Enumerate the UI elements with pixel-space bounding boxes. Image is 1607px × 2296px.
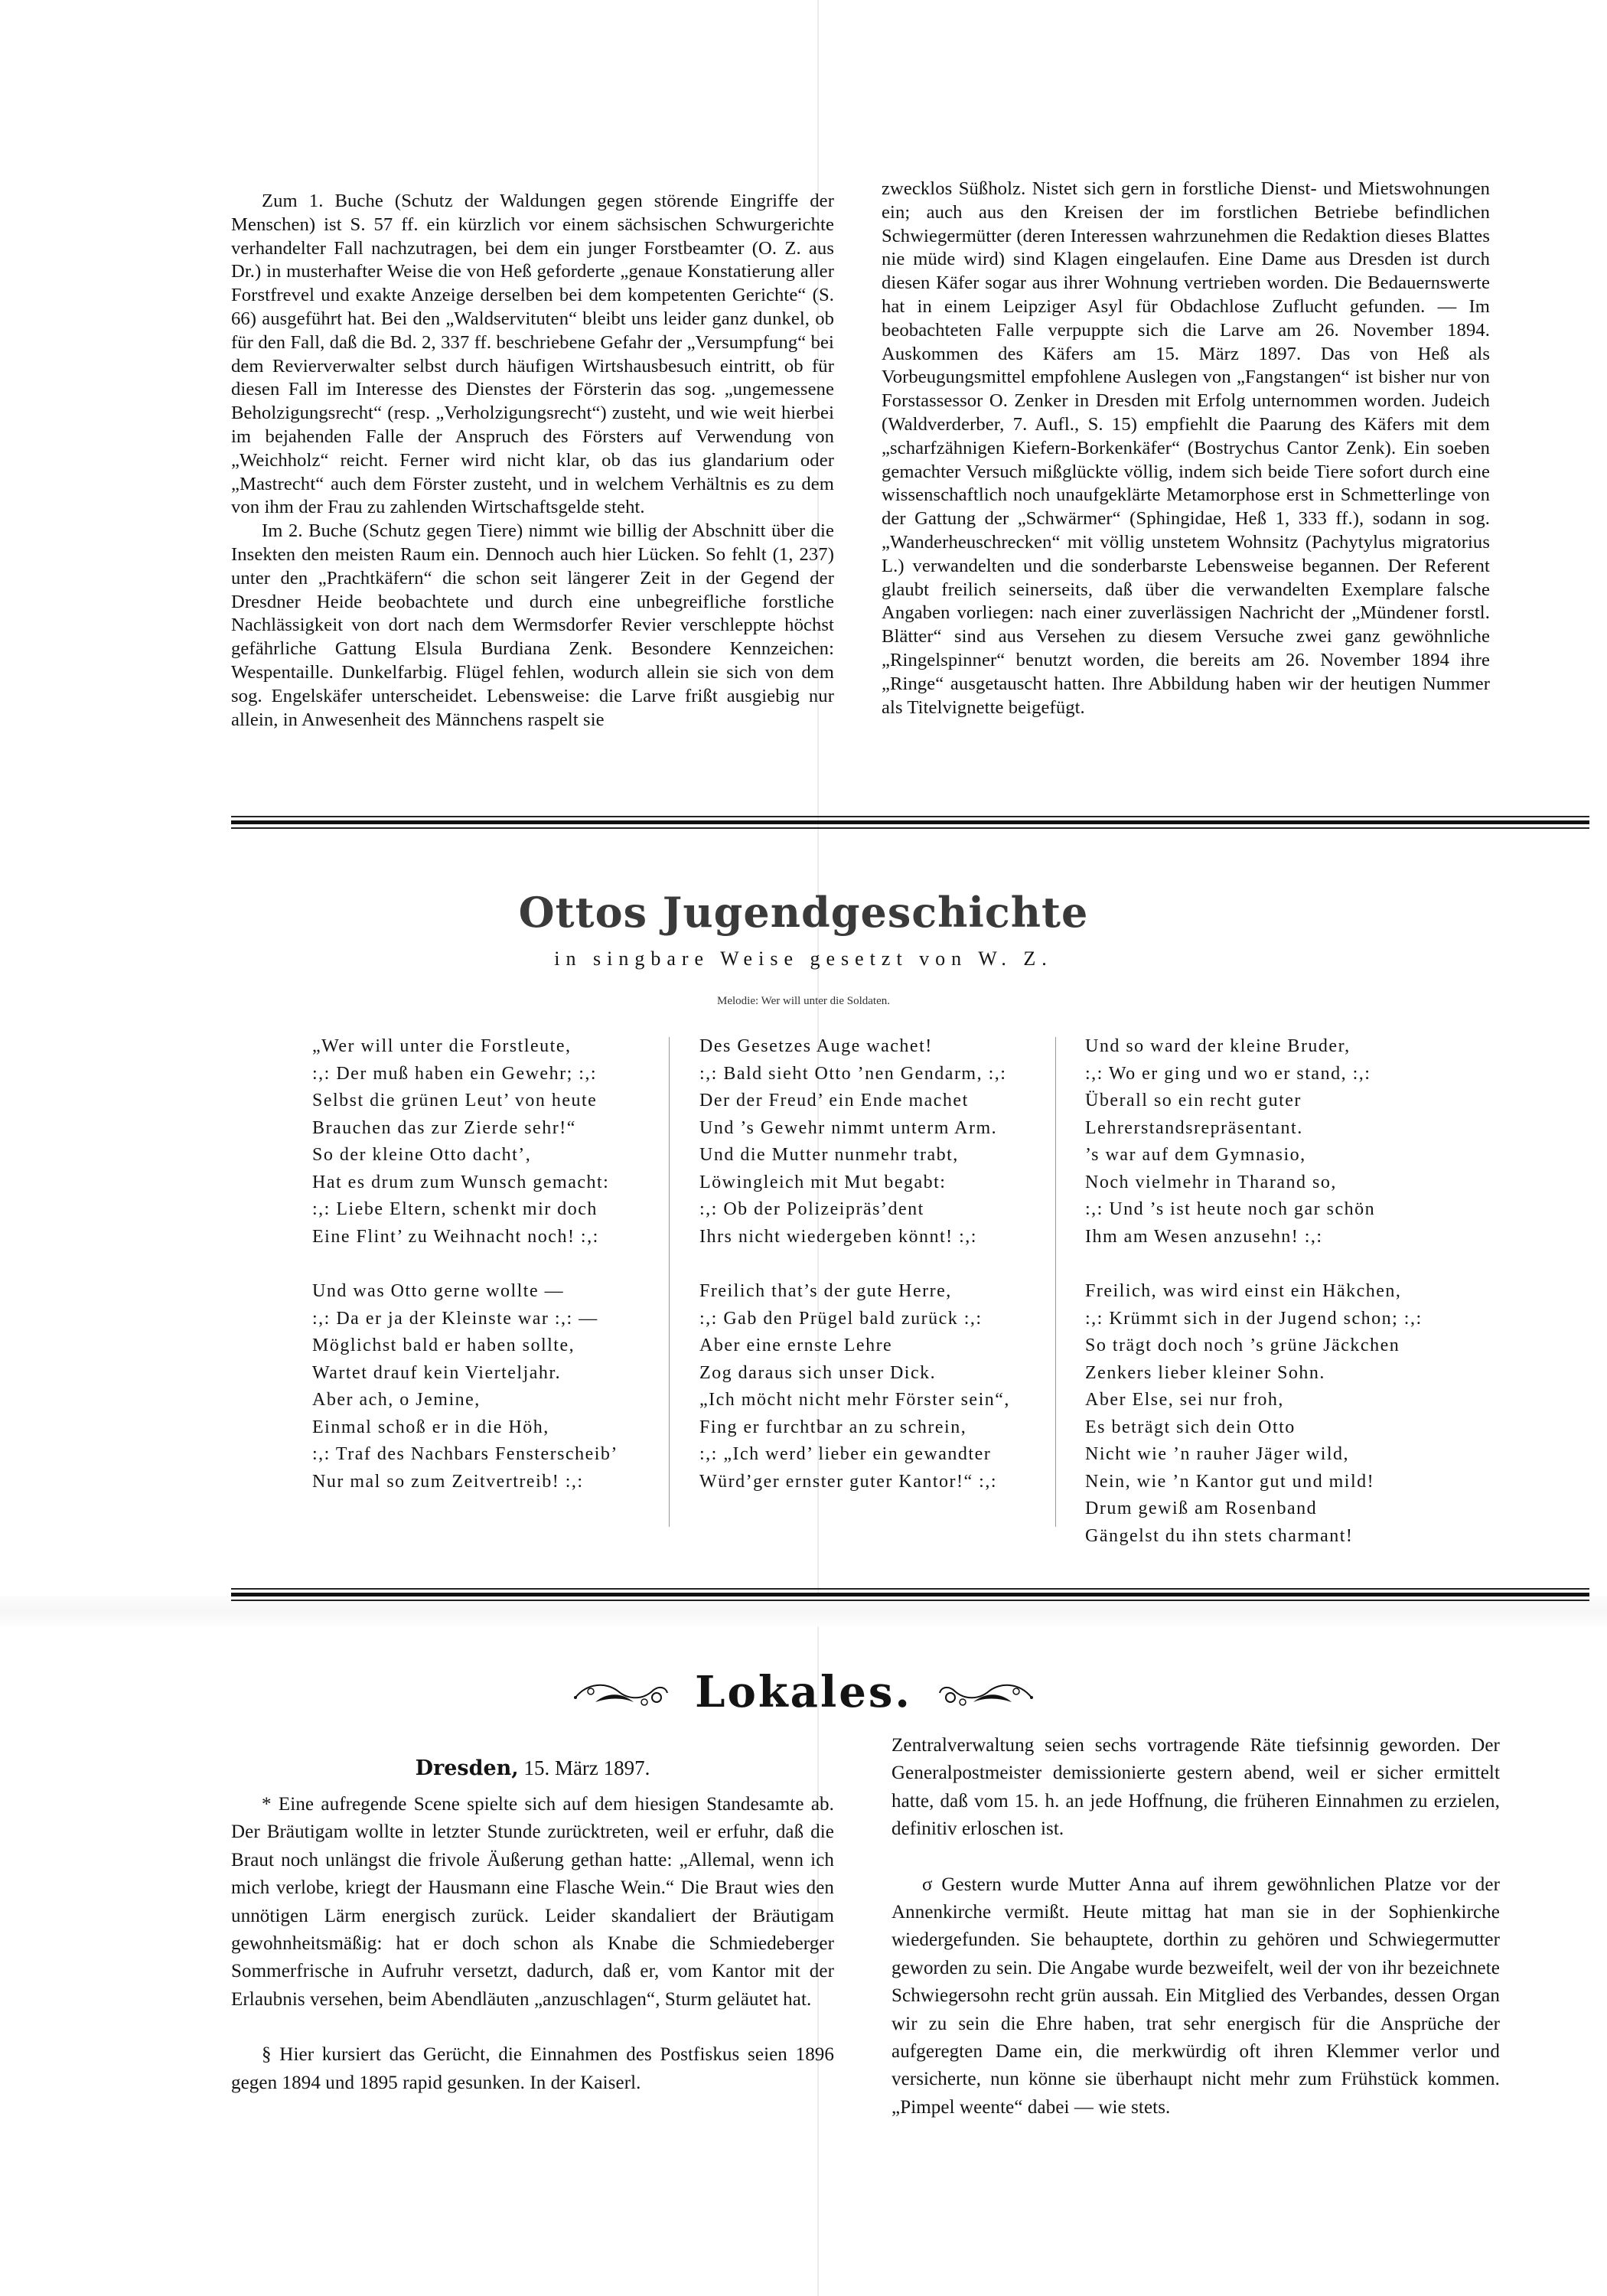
poem-line: „Ich möcht nicht mehr Förster sein“, xyxy=(699,1390,1010,1410)
poem-line: :,: Der muß haben ein Gewehr; :,: xyxy=(312,1063,598,1084)
poem-melody: Melodie: Wer will unter die Soldaten. xyxy=(717,995,890,1007)
poem-line: Ihm am Wesen anzusehn! :,: xyxy=(1085,1226,1323,1247)
section-divider-rule xyxy=(231,816,1589,829)
poem-line: Und ’s Gewehr nimmt unterm Arm. xyxy=(699,1117,998,1138)
poem-line: „Wer will unter die Forstleute, xyxy=(312,1036,572,1056)
poem-line: Wartet drauf kein Vierteljahr. xyxy=(312,1362,562,1383)
poem-line: Möglichst bald er haben sollte, xyxy=(312,1336,575,1355)
poem-line: ’s war auf dem Gymnasio, xyxy=(1085,1145,1306,1165)
poem-line: :,: Und ’s ist heute noch gar schön xyxy=(1085,1199,1376,1219)
poem-line: Und was Otto gerne wollte — xyxy=(312,1281,565,1301)
poem-line: Lehrerstandsrepräsentant. xyxy=(1085,1117,1303,1138)
poem-line: Noch vielmehr in Tharand so, xyxy=(1085,1172,1337,1192)
poem-subtitle: in singbare Weise gesetzt von W. Z. xyxy=(554,947,1053,970)
poem-column xyxy=(1085,1033,1452,1577)
poem-line: Nicht wie ’n rauher Jäger wild, xyxy=(1085,1444,1350,1464)
news-item: § Hier kursiert das Gerücht, die Einnahmen des Postfiskus seien 1896 gegen 1894 und 1895 rapid gesunken. In der Kaiserl. xyxy=(231,2044,834,2093)
dateline-place: Dresden, xyxy=(415,1756,519,1780)
poem-line: Hat es drum zum Wunsch gemacht: xyxy=(312,1172,610,1192)
poem-line: So trägt doch noch ’s grüne Jäckchen xyxy=(1085,1336,1400,1355)
poem-column xyxy=(699,1033,1051,1523)
poem-line: Und die Mutter nunmehr trabt, xyxy=(699,1145,959,1165)
poem-line: :,: Wo er ging und wo er stand, :,: xyxy=(1085,1063,1371,1084)
news-item: Zentralverwaltung seien sechs vortragende Räte tiefsinnig geworden. Der Generalpostmeister demissionierte gestern abend, weil er sicher ermittelt hatte, daß vom 15. h. an jede Hoffnung, die früheren Einnahmen zu erzielen, definitiv erloschen ist. xyxy=(892,1735,1500,1840)
poem-line: Einmal schoß er in die Höh, xyxy=(312,1417,549,1437)
poem-line: Überall so ein recht guter xyxy=(1085,1091,1302,1110)
poem-line: Fing er furchtbar an zu schrein, xyxy=(699,1417,967,1437)
poem-line: Zenkers lieber kleiner Sohn. xyxy=(1085,1362,1325,1383)
poem-line: :,: Bald sieht Otto ’nen Gendarm, :,: xyxy=(699,1063,1007,1084)
poem-line: Zog daraus sich unser Dick. xyxy=(699,1362,937,1383)
poem-stanza xyxy=(699,1278,1051,1495)
poem-line: :,: Liebe Eltern, schenkt mir doch xyxy=(312,1199,598,1219)
poem-line: Selbst die grünen Leut’ von heute xyxy=(312,1091,598,1110)
poem-line: Drum gewiß am Rosenband xyxy=(1085,1499,1318,1518)
poem-stanza xyxy=(312,1033,672,1251)
poem-line: Ihrs nicht wiedergeben könnt! :,: xyxy=(699,1226,977,1247)
poem-line: :,: Gab den Prügel bald zurück :,: xyxy=(699,1308,983,1329)
poem-line: Nur mal so zum Zeitvertreib! :,: xyxy=(312,1471,584,1492)
news-item: * Eine aufregende Scene spielte sich auf dem hiesigen Standesamte ab. Der Bräutigam wollte in letzter Stunde zurücktreten, weil er erfuhr, daß die Braut noch unlängst die frivole Äußerung gethan hatte: „Allemal, wenn ich mich verlobe, kriegt der Hausmann eine Flasche Wein.“ Die Braut wies den unnötigen Lärm energisch zurück. Leider skandaliert der Bräutigam gewohnheitsmäßig: hat er doch schon als Knabe die Schmiedeberger Sommerfrische in Aufruhr versetzt, dadurch, daß er, vom Kantor mit der Erlaubnis versehen, beim Abendläuten „anzuschlagen“, Sturm geläutet hat. xyxy=(231,1794,834,2010)
poem-line: Aber ach, o Jemine, xyxy=(312,1390,481,1410)
poem-line: :,: „Ich werd’ lieber ein gewandter xyxy=(699,1444,992,1464)
lokales-right-column xyxy=(892,1732,1500,2122)
article-paragraph: Im 2. Buche (Schutz gegen Tiere) nimmt wie billig der Abschnitt über die Insekten den meisten Raum ein. Dennoch auch hier Lücken. So fehlt (1, 237) unter den „Prachtkäfern“ die schon seit längerer Zeit in der Gegend der Dresdner Heide beobachtete und durch eine unbegreifliche forstliche Nachlässigkeit von dort nach dem Wermsdorfer Revier verschleppte höchst gefährliche Gattung Elsula Burdiana Zenk. Besondere Kennzeichen: Wespentaille. Dunkelfarbig. Flügel fehlen, wodurch allein sie sich von dem sog. Engelskäfer unterscheidet. Lebensweise: die Larve frißt ausgiebig nur allein, in Anwesenheit des Männchens raspelt sie xyxy=(231,520,834,730)
poem-line: Eine Flint’ zu Weihnacht noch! :,: xyxy=(312,1226,599,1247)
poem-line: Brauchen das zur Zierde sehr!“ xyxy=(312,1117,576,1138)
poem-line: Des Gesetzes Auge wachet! xyxy=(699,1036,933,1056)
poem-line: :,: Traf des Nachbars Fensterscheib’ xyxy=(312,1444,618,1464)
news-item: σ Gestern wurde Mutter Anna auf ihrem gewöhnlichen Platze vor der Annenkirche vermißt. Heute mittag hat man sie in der Sophienkirche wiedergefunden. Sie behauptete, dorthin zu gehören und Schwiegermutter geworden zu sein. Die Angabe wurde bezweifelt, weil der von ihr bezeichnete Schwiegersohn recht grün aussah. Ein Mitglied des Verbandes, dessen Organ wir zu sein die Ehre haben, trat sehr energisch für die Ansprüche der aufgeregten Dame ein, die merkwürdig oft ihren Klemmer verlor und versicherte, nun könne sie überhaupt nicht mehr zum Frühstück kommen. „Pimpel weente“ dabei — wie stets. xyxy=(892,1874,1500,2118)
poem-line: Löwingleich mit Mut begabt: xyxy=(699,1172,947,1192)
dateline-date: 15. März 1897. xyxy=(523,1756,650,1779)
article-top-right-column xyxy=(882,178,1490,719)
poem-line: Gängelst du ihn stets charmant! xyxy=(1085,1525,1354,1546)
lokales-title: Lokales. xyxy=(695,1667,912,1717)
article-paragraph: Zum 1. Buche (Schutz der Waldungen gegen störende Eingriffe der Menschen) ist S. 57 ff. ein kürzlich vor einem sächsischen Schwurgerichte verhandelter Fall nachzutragen, bei dem ein junger Forstbeamter (O. Z. aus Dr.) in musterhafter Weise die von Heß geforderte „genaue Konstatierung aller Forstfrevel und exakte Anzeige derselben bei dem kompetenten Gerichte“ (S. 66) ausgeführt hat. Bei den „Waldservituten“ bleibt uns leider ganz dunkel, ob für den Fall, daß die Bd. 2, 337 ff. beschriebene Gefahr der „Versumpfung“ bei dem Revierverwalter selbst durch häufigen Wirtshausbesuch eintritt, ob für diesen Fall im Interesse des Dienstes der Försterin das sog. „ungemessene Beholzigungsrecht“ (resp. „Verholzigungsrecht“) zusteht, und wie weit hierbei im bejahenden Falle der Anspruch des Försters auf Verwendung von „Weichholz“ reicht. Ferner wird nicht klar, ob das ius glandarium oder „Mastrecht“ auch dem Förster zusteht, und in welchem Verhältnis es zu dem von ihm der Frau zu zahlenden Wirtschaftsgelde steht. xyxy=(231,191,834,518)
poem-line: Der der Freud’ ein Ende machet xyxy=(699,1091,969,1110)
poem-stanza xyxy=(312,1278,672,1495)
poem-line: Und so ward der kleine Bruder, xyxy=(1085,1036,1351,1056)
poem-line: Aber eine ernste Lehre xyxy=(699,1336,893,1355)
flourish-ornament-icon xyxy=(572,1675,672,1710)
poem-line: :,: Krümmt sich in der Jugend schon; :,: xyxy=(1085,1308,1423,1329)
article-paragraph: zwecklos Süßholz. Nistet sich gern in forstliche Dienst- und Mietswohnungen ein; auch aus den Kreisen der im forstlichen Betriebe befindlichen Schwiegermütter (deren Interessen wahrzunehmen die Redaktion dieses Blattes nie müde wird) sind Klagen eingelaufen. Eine Dame aus Dresden ist durch diesen Käfer sogar aus ihrer Wohnung vertrieben worden. Die Bedauernswerte hat in einem Leipziger Asyl für Obdachlose Zuflucht gefunden. — Im beobachteten Falle verpuppte sich die Larve am 26. November 1894. Auskommen des Käfers am 15. März 1897. Das von Heß als Vorbeugungsmittel empfohlene Auslegen von „Fangstangen“ ist bisher nur von Forstassessor O. Zenker in Dresden mit Erfolg unternommen worden. Judeich (Waldverderber, 7. Aufl., S. 15) empfiehlt die Paarung des Käfers mit dem „scharfzähnigen Kiefern-Borkenkäfer“ (Bostrychus Cantor Zenk). Ein soeben gemachter Versuch mißglückte völlig, indem sich beide Tiere sofort durch eine wissenschaftlich noch unaufgeklärte Metamorphose erst in Schmetterlinge von der Gattung der „Schwärmer“ (Sphingidae, Heß 1, 333 ff.), sodann in sog. „Wanderheuschrecken“ mit völlig unstetem Wohnsitz (Pachytylus migratorius L.) verwandelten und die sonderbarste Lebensweise begannen. Der Referent glaubt freilich seinerseits, daß über die verwandelten Exemplare falsche Angaben vorliegen: nach einer zuverlässigen Nachricht der „Mündener forstl. Blätter“ sind aus Versehen zu diesem Versuche zwei ganz gewöhnliche „Ringelspinner“ benutzt worden, die bereits am 26. November 1894 ihre „Ringe“ ausgetauscht hatten. Ihre Abbildung haben wir der heutigen Nummer als Titelvignette beigefügt. xyxy=(882,178,1490,718)
section-divider-rule xyxy=(231,1588,1589,1601)
column-separator xyxy=(1055,1037,1056,1527)
poem-line: Würd’ger ernster guter Kantor!“ :,: xyxy=(699,1471,998,1492)
poem-title: Ottos Jugendgeschichte xyxy=(518,888,1089,937)
poem-line: :,: Da er ja der Kleinste war :,: — xyxy=(312,1308,598,1329)
poem-line: :,: Ob der Polizeipräs’dent xyxy=(699,1199,924,1219)
poem-line: Nein, wie ’n Kantor gut und mild! xyxy=(1085,1471,1375,1492)
poem-stanza xyxy=(699,1033,1051,1251)
dateline xyxy=(231,1756,834,1780)
poem-stanza xyxy=(1085,1033,1452,1251)
poem-line: Freilich that’s der gute Herre, xyxy=(699,1281,952,1301)
column-separator xyxy=(669,1037,670,1527)
poem-column xyxy=(312,1033,672,1523)
poem-stanza xyxy=(1085,1278,1452,1550)
lokales-heading xyxy=(0,1667,1607,1717)
article-top-left-column xyxy=(231,190,834,732)
poem-line: So der kleine Otto dacht’, xyxy=(312,1145,532,1165)
lokales-left-column xyxy=(231,1791,834,2097)
poem-line: Es beträgt sich dein Otto xyxy=(1085,1417,1296,1437)
flourish-ornament-icon xyxy=(935,1675,1035,1710)
poem-line: Aber Else, sei nur froh, xyxy=(1085,1390,1284,1410)
poem-line: Freilich, was wird einst ein Häkchen, xyxy=(1085,1281,1402,1301)
